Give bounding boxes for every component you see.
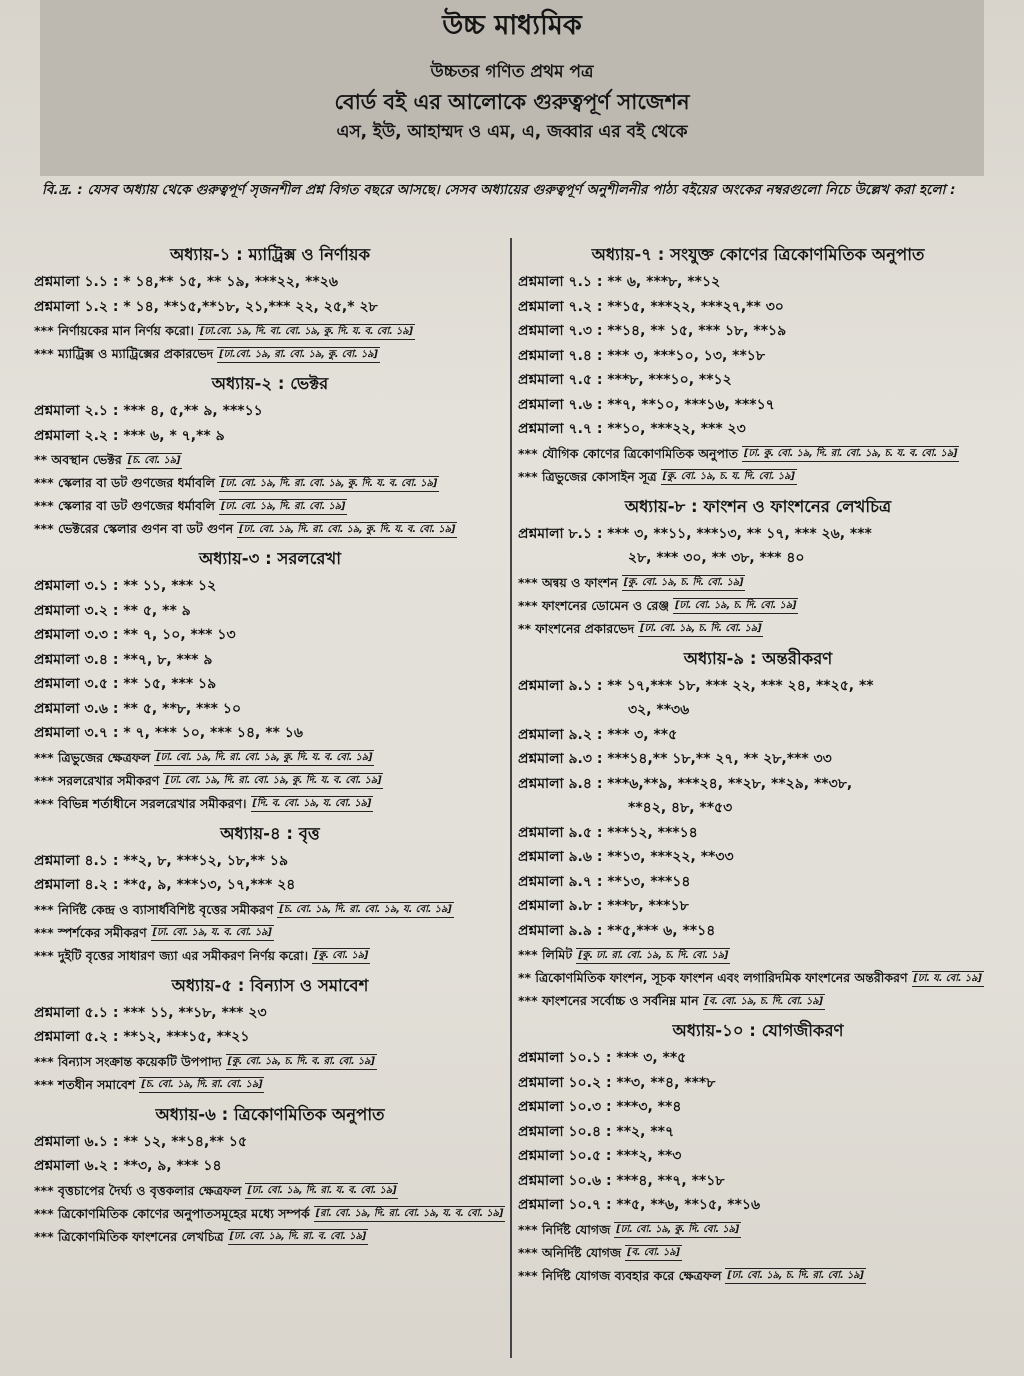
exercise-row: প্রশ্নমালা ৬.২ : **৩, ৯, *** ১৪ — [34, 1158, 222, 1174]
board-reference: [ঢা.বো. ১৯, দি. বা. বো. ১৯, কু. দি. য. ব. বো. ১৯] — [198, 324, 415, 340]
exercise-row: প্রশ্নমালা ৩.২ : ** ৫, ** ৯ — [34, 602, 191, 619]
topic-text: *** নির্দিষ্ট কেন্দ্র ও ব্যাসার্ধবিশিষ্ট বৃত্তের সমীকরণ — [34, 901, 274, 917]
topic-row — [518, 442, 998, 465]
topic-row — [34, 769, 506, 792]
exercise-row: প্রশ্নমালা ৯.১ : ** ১৭,*** ১৮, *** ২২, *** ২৪, **২৫, ** — [518, 677, 874, 694]
exercise-row: প্রশ্নমালা ৩.৫ : ** ১৫, *** ১৯ — [34, 676, 217, 692]
topic-text: *** নির্দিষ্ট যোগজ — [518, 1221, 611, 1237]
exercise-row: **৪২, ৪৮, **৫৩ — [628, 800, 733, 816]
topic-row — [34, 1073, 506, 1096]
board-reference: [ঢা. য. বো. ১৯] — [912, 971, 984, 987]
topic-text: *** স্পর্শকের সমীকরণ — [34, 924, 147, 940]
topic-text: *** সরলরেখার সমীকরণ — [34, 772, 160, 788]
chapter-heading: অধ্যায়-২ : ভেক্টর — [211, 374, 329, 393]
topic-text: *** ত্রিভুজের কোসাইন সূত্র — [518, 468, 657, 484]
topic-text: *** ত্রিভুজের ক্ষেত্রফল — [34, 749, 151, 765]
topic-row — [34, 342, 506, 365]
exercise-row: প্রশ্নমালা ৩.১ : ** ১১, *** ১২ — [34, 578, 217, 594]
exercise-row: প্রশ্নমালা ৯.৮ : ***৮, ***১৮ — [518, 898, 689, 914]
exercise-row: প্রশ্নমালা ১.২ : * ১৪, **১৫,**১৮, ২১,*** ২২, ২৫,* ২৮ — [34, 298, 378, 315]
topic-text: *** নির্দিষ্ট যোগজ ব্যবহার করে ক্ষেত্রফল — [518, 1267, 722, 1283]
topic-text: *** ফাংশনের সর্বোচ্চ ও সর্বনিম্ন মান — [518, 993, 699, 1008]
topic-row — [34, 1225, 506, 1248]
exercise-row: প্রশ্নমালা ৭.৪ : *** ৩, ***১০, ১৩, **১৮ — [518, 347, 765, 364]
board-reference: [ঢা. বো. ১৯, কু. দি. বো. ১৯] — [614, 1222, 741, 1238]
topic-row — [34, 1179, 506, 1202]
topic-row — [34, 898, 506, 921]
topic-row — [34, 746, 506, 769]
topic-text: *** ত্রিকোণমিতিক কোণের অনুপাতসমূহের মধ্যে সম্পর্ক — [34, 1205, 310, 1221]
board-reference: [ঢা. বো. ১৯, দি. রা. বো. ১৯, কু. দি. য. ব. বো. ১৯] — [154, 750, 374, 766]
exercise-row: প্রশ্নমালা ১০.৬ : ***৪, **৭, **১৮ — [518, 1172, 725, 1189]
topic-text: *** ম্যাট্রিক্স ও ম্যাট্রিক্সের প্রকারভেদ — [34, 346, 214, 361]
board-reference: [চ. বো. ১৯, দি. রা. বো. ১৯, য. বো. ১৯] — [277, 902, 453, 918]
topic-row — [518, 989, 998, 1012]
exercise-row: প্রশ্নমালা ১০.৭ : **৫, **৬, **১৫, **১৬ — [518, 1197, 761, 1213]
source-line: এস, ইউ, আহাম্মদ ও এম, এ, জব্বার এর বই থেকে — [336, 122, 688, 142]
board-reference: [ঢা.বো. ১৯, রা. বো. ১৯, কু. বো. ১৯] — [217, 347, 380, 363]
topic-text: *** দুইটি বৃত্তের সাধারণ জ্যা এর সমীকরণ নির্ণয় করো। — [34, 947, 309, 963]
topic-text: *** ত্রিকোণমিতিক ফাংশনের লেখচিত্র — [34, 1228, 224, 1244]
board-reference: [ঢা. বো. ১৯, চ. দি. বো. ১৯] — [638, 621, 763, 637]
exercise-row: প্রশ্নমালা ১০.১ : *** ৩, **৫ — [518, 1050, 687, 1066]
board-reference: [রা. বো. ১৯, দি. রা. বো. ১৯, য. ব. বো. ১৯] — [314, 1206, 506, 1222]
topic-row — [518, 943, 998, 966]
left-column — [34, 236, 506, 1248]
topic-text: *** বৃত্তচাপের দৈর্ঘ্য ও বৃত্তকলার ক্ষেত্রফল — [34, 1182, 242, 1198]
topic-row — [518, 1218, 998, 1241]
topic-row — [34, 921, 506, 944]
topic-row — [518, 966, 998, 989]
topic-text: *** শতধীন সমাবেশ — [34, 1076, 136, 1092]
topic-row — [518, 594, 998, 617]
exercise-row: প্রশ্নমালা ৯.৭ : **১৩, ***১৪ — [518, 873, 691, 890]
exercise-row: প্রশ্নমালা ৯.৫ : ***১২, ***১৪ — [518, 824, 698, 841]
topic-row — [34, 1050, 506, 1073]
exercise-row: ৩২, **৩৬ — [628, 702, 690, 718]
topic-row — [34, 792, 506, 815]
exercise-row: প্রশ্নমালা ৩.৩ : ** ৭, ১০, *** ১৩ — [34, 627, 236, 643]
exercise-row: প্রশ্নমালা ৪.২ : **৫, ৯, ***১৩, ১৭,*** ২৪ — [34, 877, 296, 893]
topic-text: *** স্কেলার বা ডট গুণজের ধর্মাবলি — [34, 498, 215, 513]
topic-text: ** অবস্থান ভেক্টর — [34, 452, 122, 467]
topic-text: *** নির্ণায়কের মান নির্ণয় করো। — [34, 323, 194, 338]
board-reference: [চ. বো. ১৯] — [126, 453, 183, 469]
topic-text: *** স্কেলার বা ডট গুণজের ধর্মাবলি — [34, 475, 215, 490]
chapter-heading: অধ্যায়-৩ : সরলরেখা — [198, 549, 342, 568]
topic-text: *** বিন্যাস সংক্রান্ত কয়েকটি উপপাদ্য — [34, 1053, 222, 1069]
board-reference: [ব. বো. ১৯] — [625, 1245, 682, 1261]
chapter-heading: অধ্যায়-১০ : যোগজীকরণ — [672, 1021, 844, 1040]
header-band — [40, 0, 984, 176]
exercise-row: প্রশ্নমালা ৭.২ : **১৫, ***২২, ***২৭,** ৩০ — [518, 298, 784, 315]
board-reference: [কু. বো. ১৯, চ. দি. ব. রা. বো. ১৯] — [226, 1054, 377, 1070]
topic-text: *** ভেক্টরের স্কেলার গুণন বা ডট গুণন — [34, 521, 234, 536]
exercise-row: প্রশ্নমালা ৯.২ : *** ৩, **৫ — [518, 726, 678, 743]
board-reference: [চ. বো. ১৯, দি. রা. বো. ১৯] — [139, 1077, 264, 1093]
board-reference: [কু. বো. ১৯] — [312, 948, 370, 964]
exercise-row: প্রশ্নমালা ১০.৫ : ***২, **৩ — [518, 1148, 682, 1164]
exercise-row: প্রশ্নমালা ৬.১ : ** ১২, **১৪,** ১৫ — [34, 1133, 248, 1150]
board-reference: [কু. বো. ১৯, চ. দি. বো. ১৯] — [622, 575, 746, 591]
exercise-row: প্রশ্নমালা ৯.৪ : ***৬,**৯, ***২৪, **২৮, **২৯, **৩৮, — [518, 775, 853, 792]
board-reference: [ঢা. বো. ১৯, চ. দি. বো. ১৯] — [673, 598, 798, 614]
board-reference: [ঢা. কু. বো. ১৯, দি. রা. বো. ১৯, চ. য. ব. বো. ১৯] — [742, 446, 959, 462]
chapter-heading: অধ্যায়-১ : ম্যাট্রিক্স ও নির্ণায়ক — [170, 245, 370, 264]
topic-row — [518, 571, 998, 594]
topic-row — [518, 1264, 998, 1287]
topic-row — [518, 617, 998, 640]
exercise-row: প্রশ্নমালা ৩.৪ : **৭, ৮, *** ৯ — [34, 651, 213, 668]
topic-text: *** যৌগিক কোণের ত্রিকোণমিতিক অনুপাত — [518, 445, 738, 461]
board-reference: [দি. ব. বো. ১৯, য. বো. ১৯] — [251, 796, 374, 812]
chapter-heading: অধ্যায়-৬ : ত্রিকোণমিতিক অনুপাত — [155, 1104, 385, 1124]
chapter-heading: অধ্যায়-৭ : সংযুক্ত কোণের ত্রিকোণমিতিক অনুপাত — [591, 245, 925, 264]
exercise-row: প্রশ্নমালা ৮.১ : *** ৩, **১১, ***১৩, ** ১৭, *** ২৬, *** — [518, 525, 872, 542]
board-reference: [ঢা. বো. ১৯, য. ব. বো. ১৯] — [151, 925, 274, 941]
exercise-row: প্রশ্নমালা ৩.৬ : ** ৫, **৮, *** ১০ — [34, 700, 242, 717]
topic-text: ** ফাংশনের প্রকারভেদ — [518, 620, 635, 636]
exercise-row: প্রশ্নমালা ৭.৭ : **১০, ***২২, *** ২৩ — [518, 421, 746, 437]
chapter-heading: অধ্যায়-৪ : বৃত্ত — [220, 823, 320, 843]
topic-row — [518, 1241, 998, 1264]
topic-text: *** ফাংশনের ডোমেন ও রেঞ্জ — [518, 597, 670, 613]
topic-text: *** অন্বয় ও ফাংশন — [518, 574, 618, 590]
exercise-row: ২৮, *** ৩০, ** ৩৮, *** ৪০ — [628, 550, 805, 566]
board-reference: [ব. বো. ১৯, চ. দি. বো. ১৯] — [703, 994, 825, 1010]
board-reference: [ঢা. বো. ১৯, দি. রা. য. ব. বো. ১৯] — [245, 1183, 398, 1199]
topic-row — [34, 1202, 506, 1225]
exercise-row: প্রশ্নমালা ৯.৬ : **১৩, ***২২, **৩৩ — [518, 849, 734, 865]
exercise-row: প্রশ্নমালা ৫.২ : **১২, ***১৫, **২১ — [34, 1029, 250, 1045]
exercise-row: প্রশ্নমালা ৪.১ : **২, ৮, ***১২, ১৮,** ১৯ — [34, 852, 289, 869]
suggestion-headline: বোর্ড বই এর আলোকে গুরুত্বপূর্ণ সাজেশন — [334, 90, 690, 114]
note-text: বি.দ্র. : যেসব অধ্যায় থেকে গুরুত্বপূর্ণ সৃজনশীল প্রশ্ন বিগত বছরে আসছে। সেসব অধ্যায়ের গুরুত্বপূর্ণ অনুশীলনীর পাঠ্য বইয়ের অংকের নম্বরগুলো নিচে উল্লেখ করা হলো : — [42, 182, 956, 198]
topic-text: ** ত্রিকোণমিতিক ফাংশন, সূচক ফাংশন এবং লগারিদমিক ফাংশনের অন্তরীকরণ — [518, 970, 908, 985]
board-reference: [ঢা. বো. ১৯, দি. রা. ব. বো. ১৯] — [228, 1229, 369, 1245]
subject-title: উচ্চতর গণিত প্রথম পত্র — [430, 62, 594, 82]
exercise-row: প্রশ্নমালা ১.১ : * ১৪,** ১৫, ** ১৯, ***২২, **২৬ — [34, 274, 338, 290]
exercise-row: প্রশ্নমালা ৯.৯ : **৫,*** ৬, **১৪ — [518, 922, 716, 939]
exercise-row: প্রশ্নমালা ২.১ : *** ৪, ৫,** ৯, ***১১ — [34, 403, 263, 419]
exercise-row: প্রশ্নমালা ১০.৪ : **২, **৭ — [518, 1123, 675, 1140]
topic-row — [34, 319, 506, 342]
board-reference: [কু. বো. ১৯, চ. য. দি. বো. ১৯] — [661, 469, 797, 485]
topic-text: *** অনির্দিষ্ট যোগজ — [518, 1244, 622, 1260]
topic-row — [34, 517, 506, 540]
topic-row — [518, 465, 998, 488]
chapter-heading: অধ্যায়-৫ : বিন্যাস ও সমাবেশ — [171, 975, 369, 995]
exercise-row: প্রশ্নমালা ৭.১ : ** ৬, ***৮, **১২ — [518, 274, 721, 290]
exercise-row: প্রশ্নমালা ১০.৩ : ***৩, **৪ — [518, 1099, 682, 1115]
topic-text: *** লিমিট — [518, 947, 573, 962]
column-divider — [510, 238, 512, 1358]
exercise-row: প্রশ্নমালা ৫.১ : *** ১১, **১৮, *** ২৩ — [34, 1004, 267, 1021]
exercise-row: প্রশ্নমালা ২.২ : *** ৬, * ৭,** ৯ — [34, 427, 225, 444]
board-reference: [ঢা. বো. ১৯, দি. রা. বো. ১৯, কু. দি. য. ব. বো. ১৯] — [237, 522, 457, 538]
chapter-heading: অধ্যায়-৮ : ফাংশন ও ফাংশনের লেখচিত্র — [624, 496, 892, 516]
exercise-row: প্রশ্নমালা ৭.৬ : **৭, **১০, ***১৬, ***১৭ — [518, 396, 775, 413]
exercise-row: প্রশ্নমালা ৯.৩ : ***১৪,** ১৮,** ২৭, ** ২৮,*** ৩৩ — [518, 751, 832, 767]
right-column — [518, 236, 998, 1287]
board-reference: [কু. ঢা. রা. বো. ১৯, চ. দি. বো. ১৯] — [576, 948, 730, 964]
topic-row — [34, 448, 506, 471]
board-reference: [ঢা. বো. ১৯, দি. রা. বো. ১৯, কু. দি. য. ব. বো. ১৯] — [219, 476, 439, 492]
exercise-row: প্রশ্নমালা ৭.৩ : **১৪, ** ১৫, *** ১৮, **১৯ — [518, 323, 787, 339]
topic-row — [34, 944, 506, 967]
topic-text: *** বিভিন্ন শর্তাধীনে সরলরেখার সমীকরণ। — [34, 795, 247, 811]
exercise-row: প্রশ্নমালা ১০.২ : **৩, **৪, ***৮ — [518, 1074, 716, 1091]
board-reference: [ঢা. বো. ১৯, দি. রা. বো. ১৯, কু. দি. য. ব. বো. ১৯] — [163, 773, 383, 789]
board-reference: [ঢা. বো. ১৯, চ. দি. রা. বো. ১৯] — [725, 1268, 865, 1284]
board-reference: [ঢা. বো. ১৯, দি. রা. বো. ১৯] — [219, 499, 347, 515]
chapter-heading: অধ্যায়-৯ : অন্তরীকরণ — [683, 648, 833, 668]
topic-row — [34, 471, 506, 494]
exercise-row: প্রশ্নমালা ৭.৫ : ***৮, ***১০, **১২ — [518, 372, 732, 388]
topic-row — [34, 494, 506, 517]
page-title: উচ্চ মাধ্যমিক — [442, 10, 582, 41]
exercise-row: প্রশ্নমালা ৩.৭ : * ৭, *** ১০, *** ১৪, ** ১৬ — [34, 725, 303, 741]
